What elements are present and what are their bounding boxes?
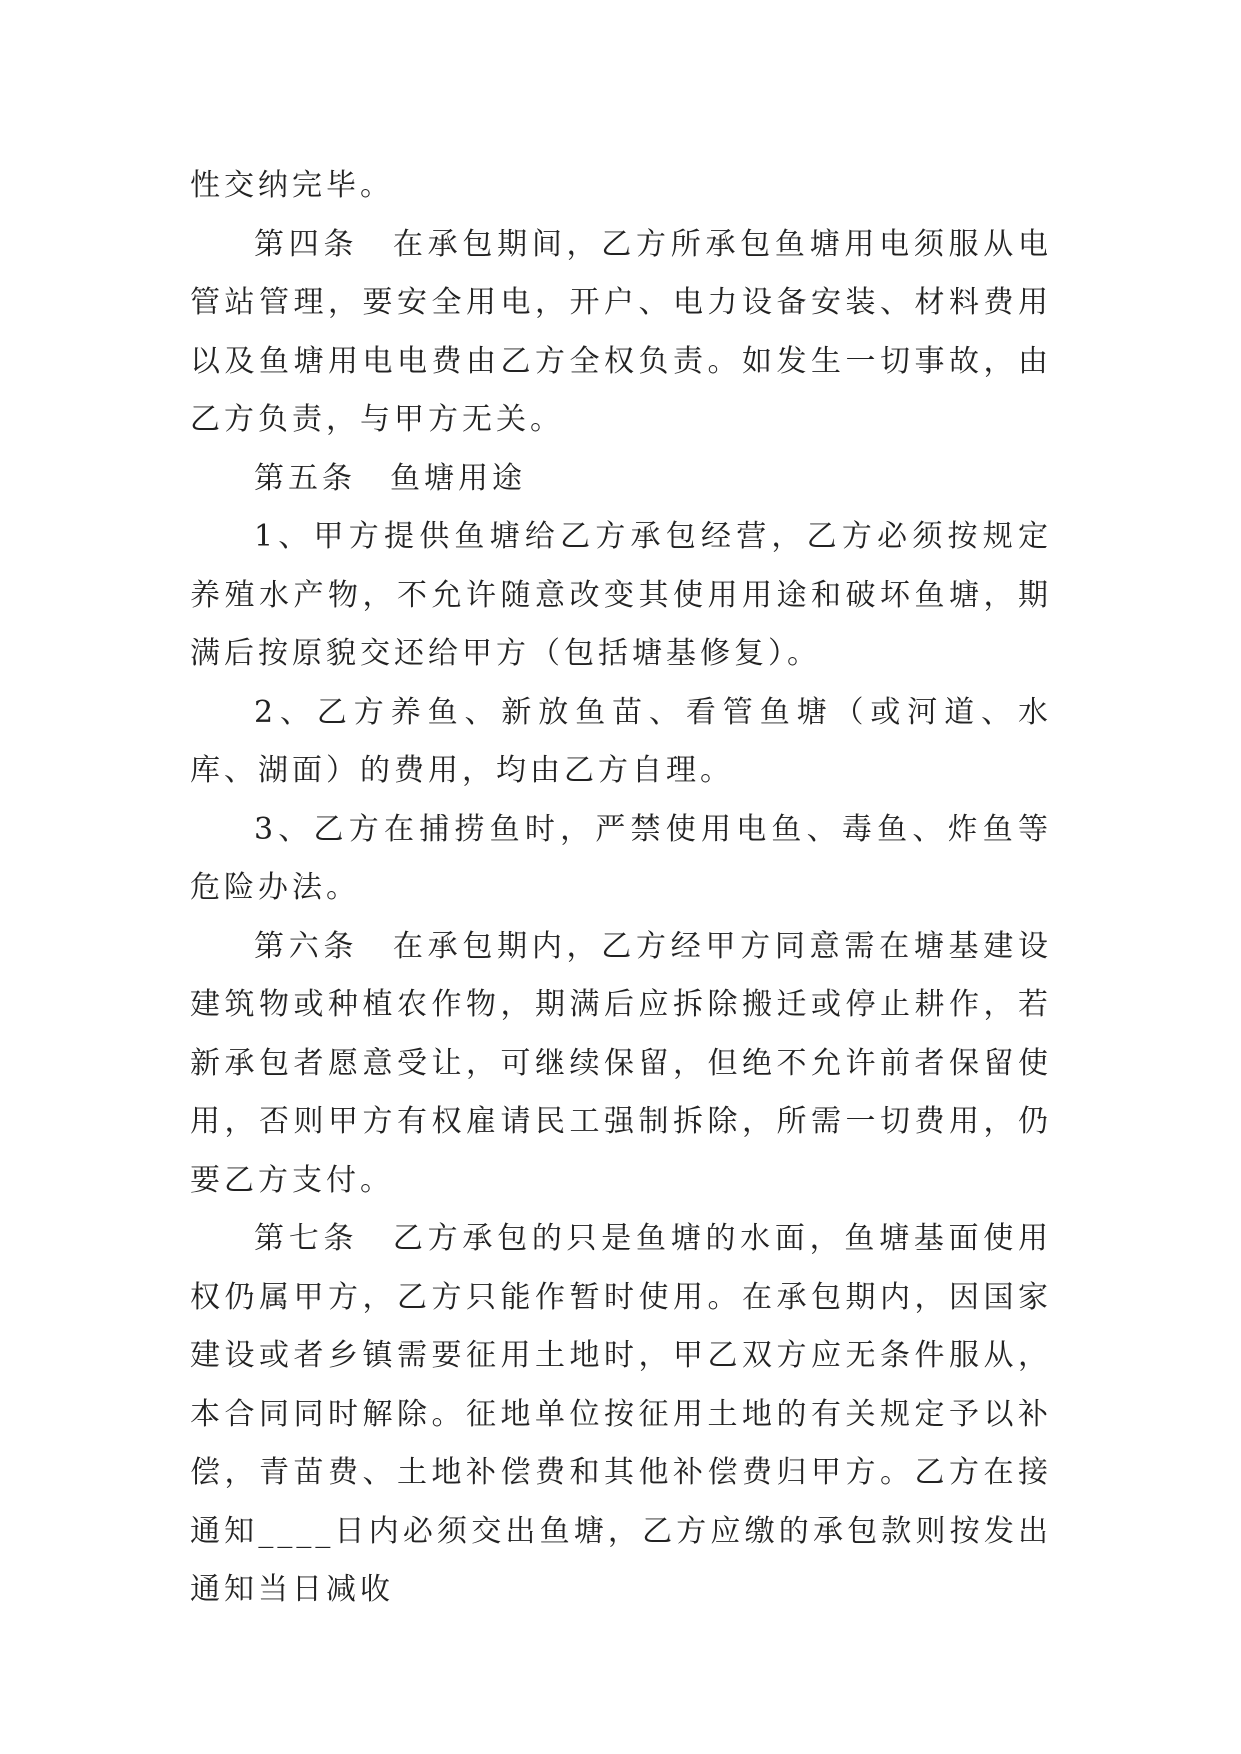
paragraph-article-6: 第六条 在承包期内，乙方经甲方同意需在塘基建设建筑物或种植农作物，期满后应拆除搬迁或停止耕作，若新承包者愿意受让，可继续保留，但绝不允许前者保留使用，否则甲方有权雇请民工强制拆除，所需一切费用，仍要乙方支付。 (190, 928, 1052, 1198)
paragraph-continuation: 性交纳完毕。 (190, 168, 394, 203)
paragraph-article-5-item-2: 2、乙方养鱼、新放鱼苗、看管鱼塘（或河道、水库、湖面）的费用，均由乙方自理。 (190, 694, 1052, 788)
document-body (190, 157, 1052, 1620)
paragraph-article-4: 第四条 在承包期间，乙方所承包鱼塘用电须服从电管站管理，要安全用电，开户、电力设备安装、材料费用以及鱼塘用电电费由乙方全权负责。如发生一切事故，由乙方负责，与甲方无关。 (190, 226, 1052, 437)
paragraph-article-7: 第七条 乙方承包的只是鱼塘的水面，鱼塘基面使用权仍属甲方，乙方只能作暂时使用。在承包期内，因国家建设或者乡镇需要征用土地时，甲乙双方应无条件服从，本合同同时解除。征地单位按征用土地的有关规定予以补偿，青苗费、土地补偿费和其他补偿费归甲方。乙方在接通知____日内必须交出鱼塘，乙方应缴的承包款则按发出通知当日减收 (190, 1221, 1052, 1607)
paragraph-article-5-heading: 第五条 鱼塘用途 (254, 460, 526, 496)
paragraph-article-5-item-1: 1、甲方提供鱼塘给乙方承包经营，乙方必须按规定养殖水产物，不允许随意改变其使用用途和破坏鱼塘，期满后按原貌交还给甲方（包括塘基修复）。 (190, 519, 1052, 671)
paragraph-article-5-item-3: 3、乙方在捕捞鱼时，严禁使用电鱼、毒鱼、炸鱼等危险办法。 (190, 811, 1052, 905)
